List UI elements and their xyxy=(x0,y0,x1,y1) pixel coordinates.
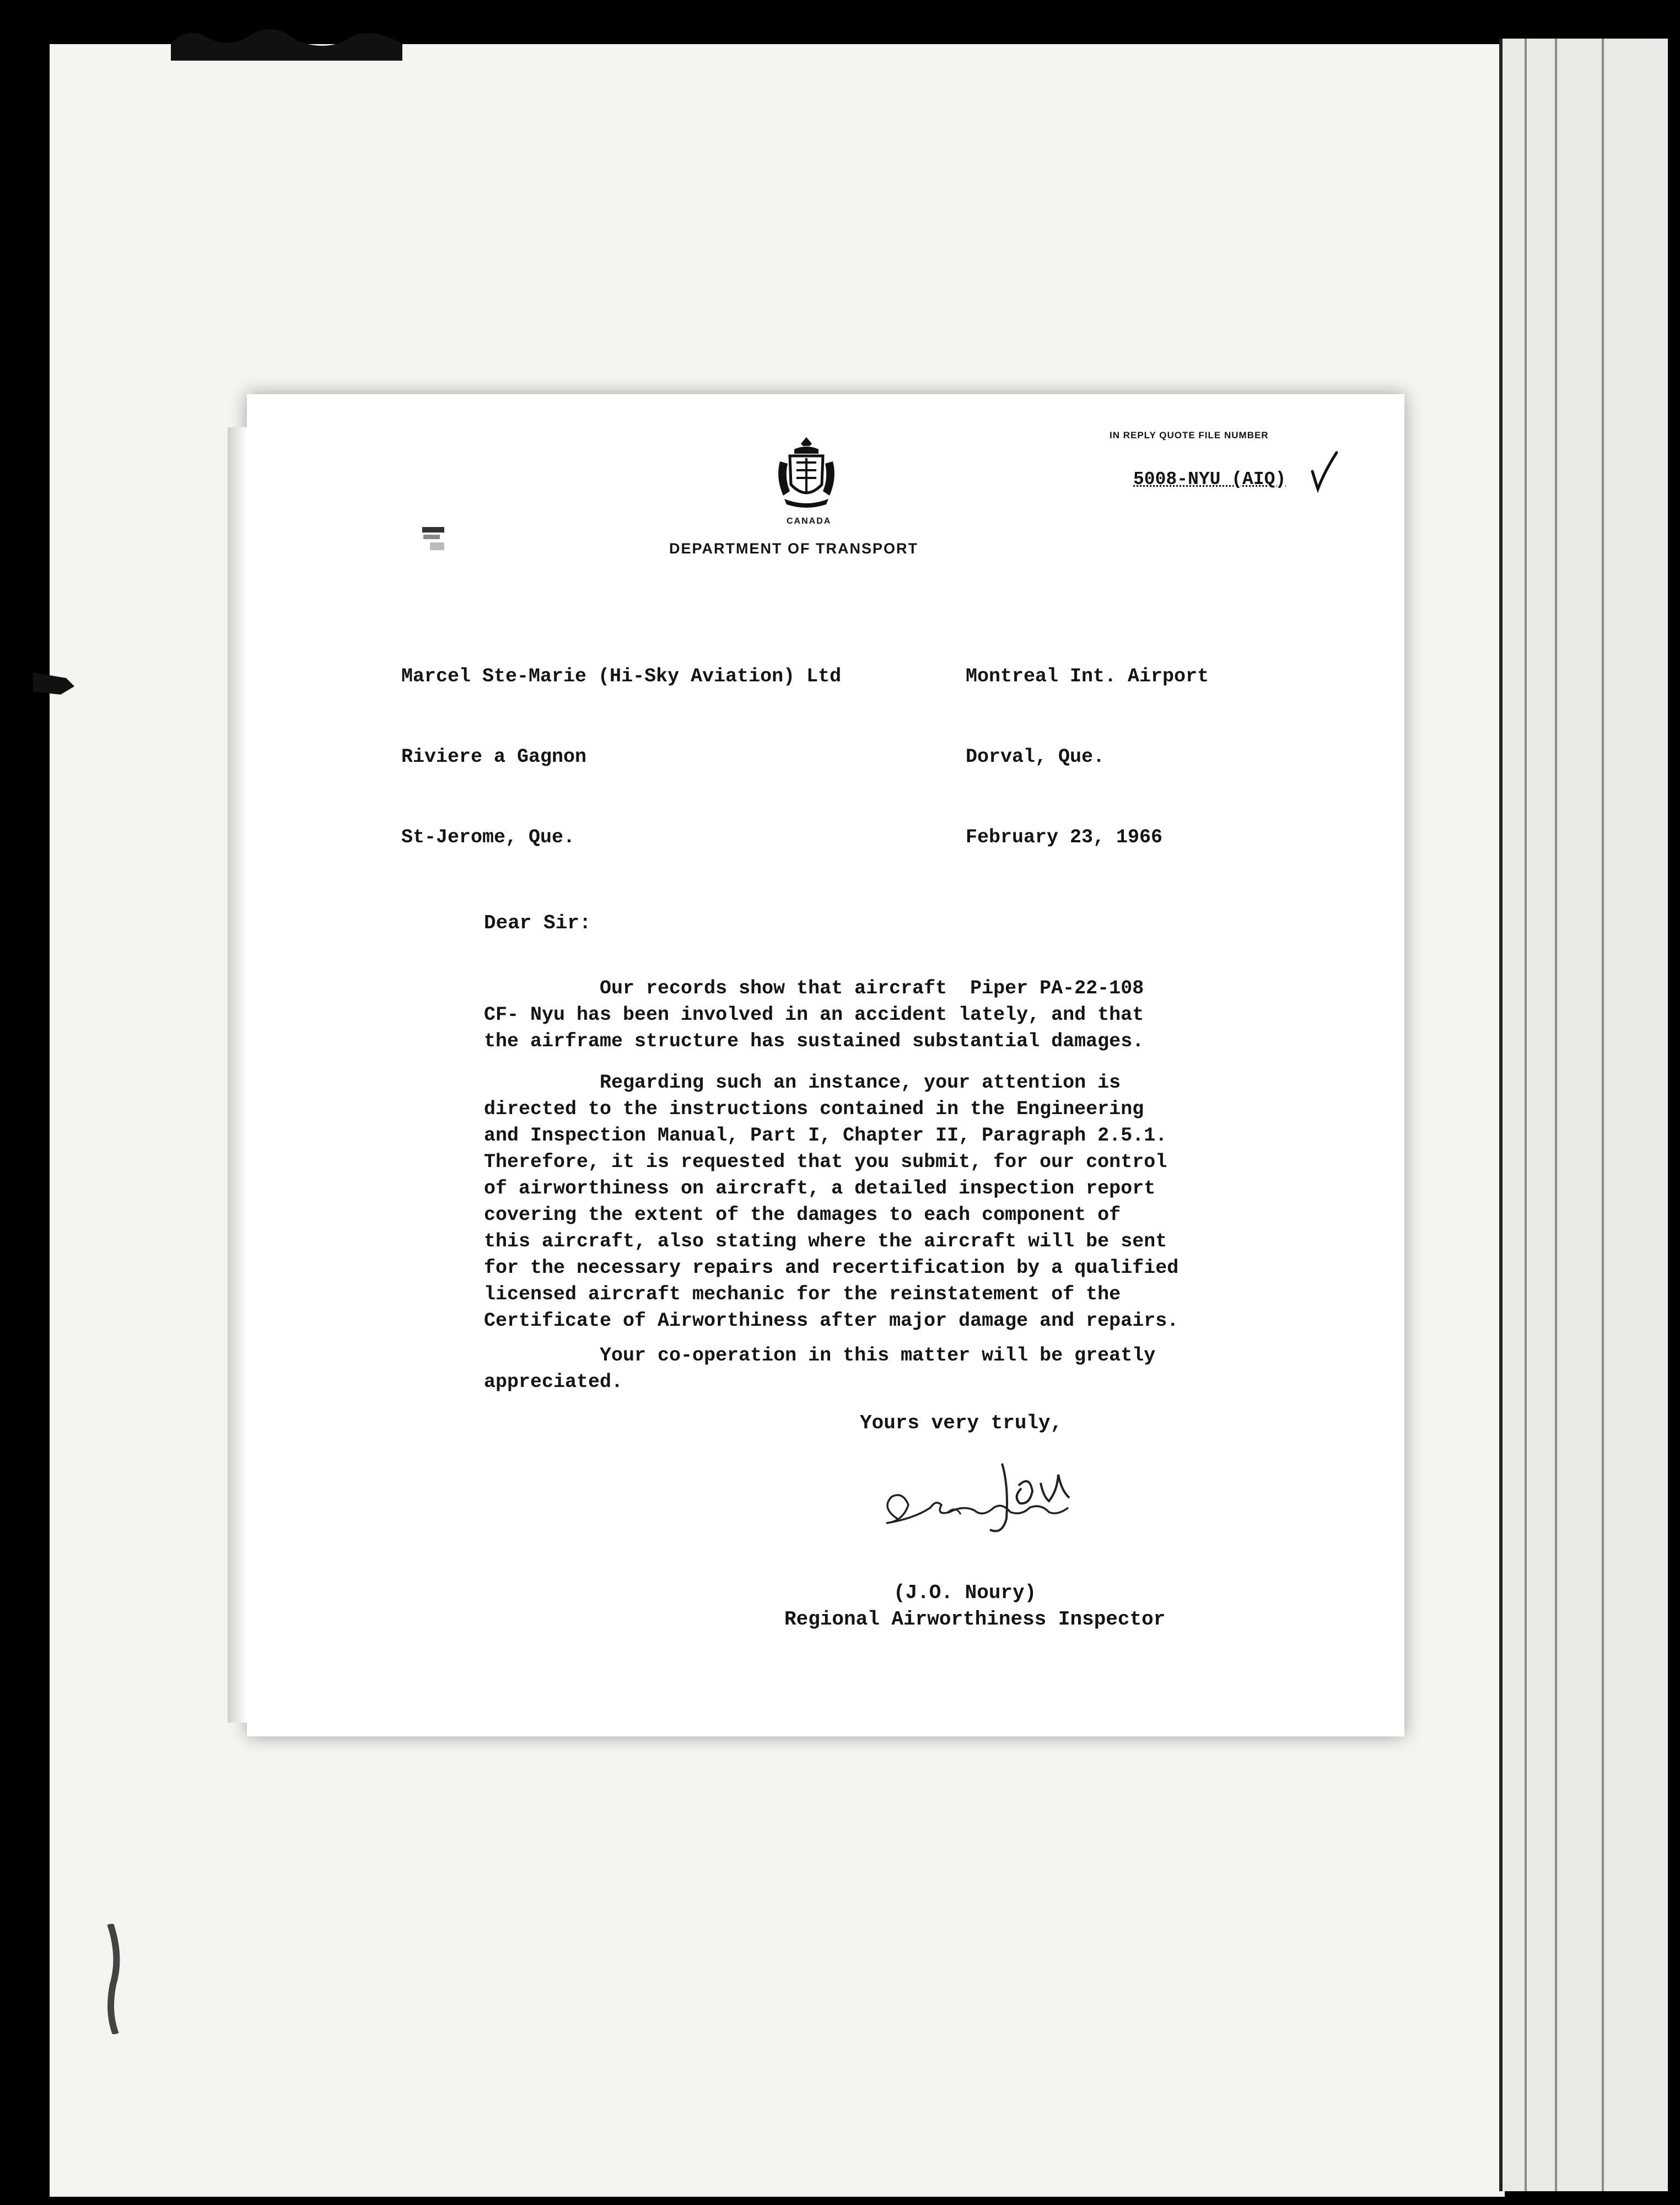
scan-edge-blotch xyxy=(94,1924,127,2034)
sender-line: Dorval, Que. xyxy=(966,746,1105,768)
paragraph-line: appreciated. xyxy=(484,1371,623,1393)
file-number: 5008-NYU (AIQ) xyxy=(1133,469,1286,490)
paragraph-line: and Inspection Manual, Part I, Chapter II, Paragraph 2.5.1. xyxy=(484,1125,1167,1147)
signature-icon xyxy=(864,1453,1173,1552)
clip-mark xyxy=(418,524,451,557)
recipient-line: St-Jerome, Que. xyxy=(401,826,575,848)
paragraph-line: Our records show that aircraft Piper PA-22-108 xyxy=(484,977,1144,999)
sender-line: Montreal Int. Airport xyxy=(966,665,1209,687)
sender-address xyxy=(966,609,1209,905)
scan-edge-blotch xyxy=(33,667,77,700)
backing-right-edge xyxy=(1499,39,1668,2191)
salutation: Dear Sir: xyxy=(484,912,591,934)
paragraph-1 xyxy=(484,975,1256,1055)
letterhead-country: CANADA xyxy=(787,517,832,526)
complimentary-close: Yours very truly, xyxy=(860,1412,1063,1434)
paragraph-line: covering the extent of the damages to each component of xyxy=(484,1204,1121,1226)
paragraph-line: CF- Nyu has been involved in an accident lately, and that xyxy=(484,1004,1144,1026)
paragraph-line: of airworthiness on aircraft, a detailed inspection report xyxy=(484,1177,1156,1200)
paragraph-line: licensed aircraft mechanic for the reinstatement of the xyxy=(484,1283,1121,1305)
paragraph-line: directed to the instructions contained in the Engineering xyxy=(484,1098,1144,1120)
check-mark xyxy=(1308,449,1341,493)
scan-edge-blotch xyxy=(165,22,408,61)
paragraph-line: Regarding such an instance, your attention is xyxy=(484,1072,1121,1094)
recipient-line: Marcel Ste-Marie (Hi-Sky Aviation) Ltd xyxy=(401,665,842,687)
paragraph-line: this aircraft, also stating where the aircraft will be sent xyxy=(484,1230,1167,1252)
paragraph-3 xyxy=(484,1342,1256,1395)
signer-name: (J.O. Noury) xyxy=(893,1582,1037,1604)
paragraph-line: Certificate of Airworthiness after major damage and repairs. xyxy=(484,1310,1179,1332)
paragraph-line: Therefore, it is requested that you submit, for our control xyxy=(484,1151,1167,1173)
recipient-address xyxy=(401,609,841,905)
paragraph-line: for the necessary repairs and recertification by a qualified xyxy=(484,1257,1179,1279)
letterhead-department: DEPARTMENT OF TRANSPORT xyxy=(669,540,918,557)
recipient-line: Riviere a Gagnon xyxy=(401,746,587,768)
letter-date: February 23, 1966 xyxy=(966,826,1163,848)
file-number-label: IN REPLY QUOTE FILE NUMBER xyxy=(1110,430,1269,440)
paragraph-line: Your co-operation in this matter will be greatly xyxy=(484,1344,1156,1367)
letter-sheet xyxy=(247,394,1404,1736)
signer-title: Regional Airworthiness Inspector xyxy=(784,1608,1166,1631)
paragraph-line: the airframe structure has sustained substantial damages. xyxy=(484,1030,1144,1052)
paragraph-2 xyxy=(484,1069,1256,1334)
